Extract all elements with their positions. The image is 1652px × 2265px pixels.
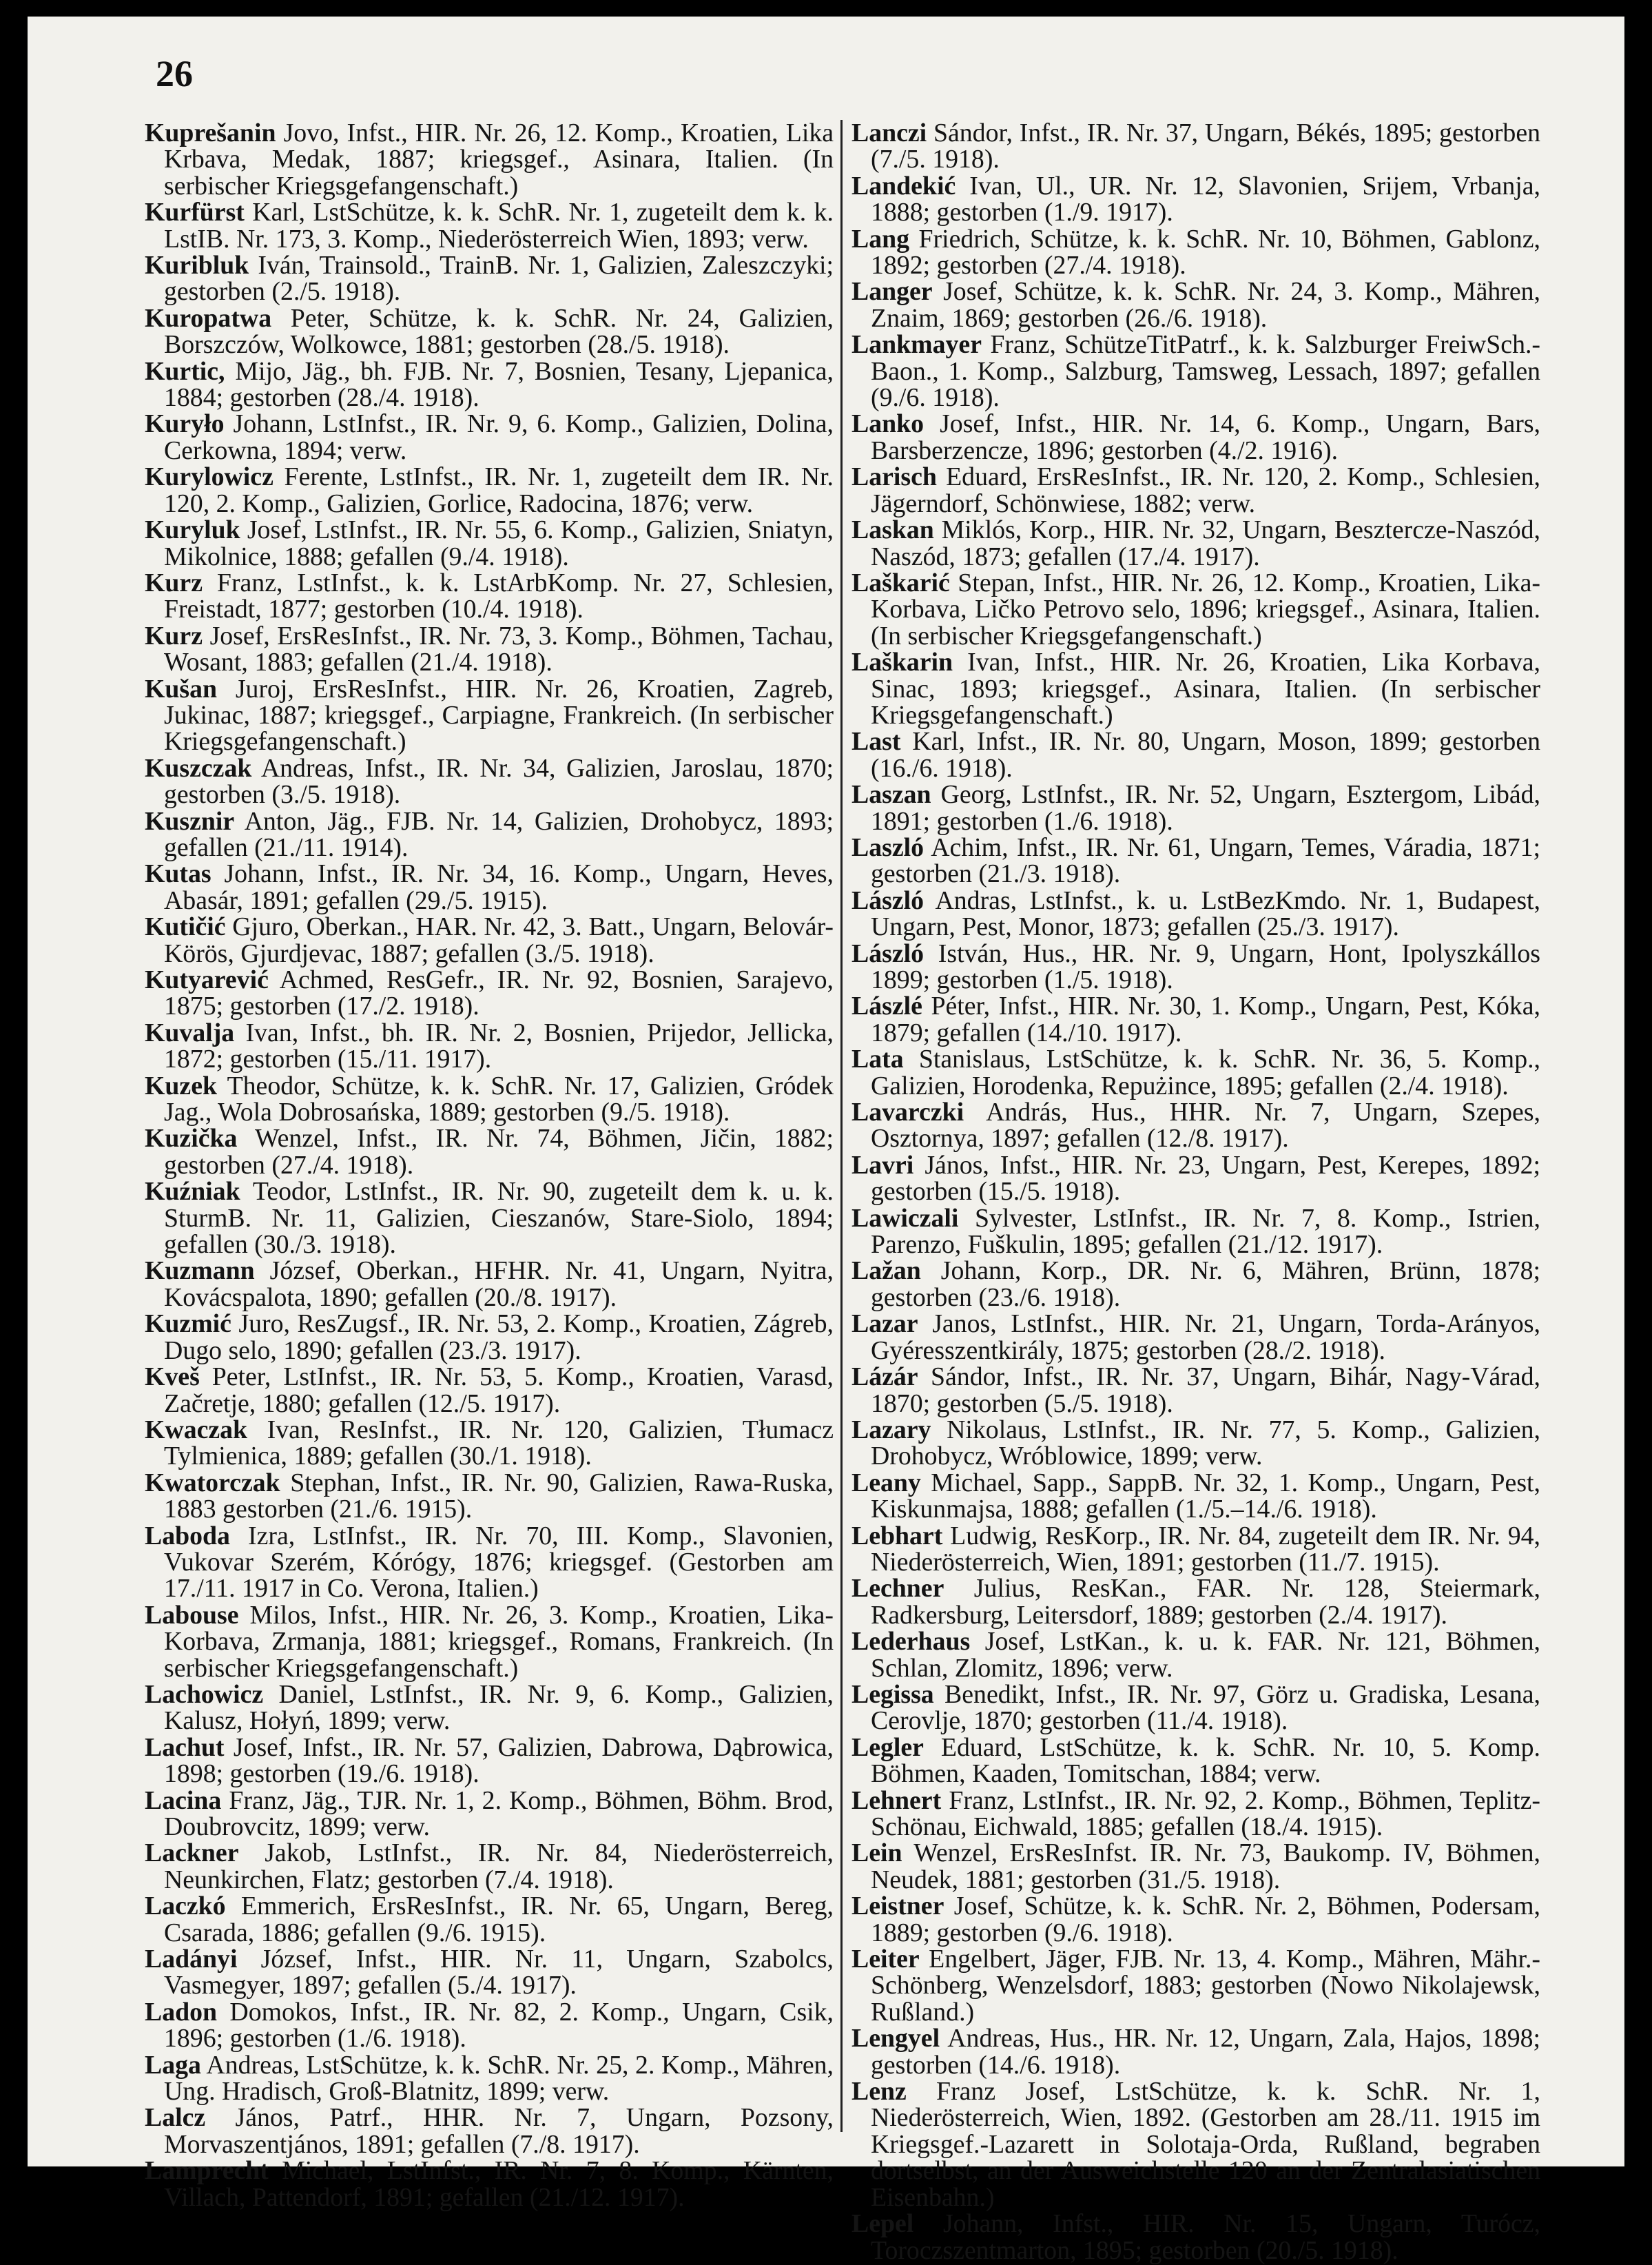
entry-details: Ludwig, ResKorp., IR. Nr. 84, zugeteilt dem IR. Nr. 94, Niederösterreich, Wien, 1891; gestorben (11./7. 1915). [871, 1521, 1540, 1577]
register-entry [851, 464, 1540, 517]
entry-surname: Lengyel [851, 2024, 940, 2053]
entry-details: Daniel, LstInfst., IR. Nr. 9, 6. Komp., Galizien, Kalusz, Hołyń, 1899; verw. [164, 1679, 834, 1736]
register-entry [851, 1734, 1540, 1787]
register-entry [145, 623, 834, 676]
entry-surname: Larisch [851, 462, 937, 492]
entry-surname: Landekić [851, 171, 956, 201]
entry-details: Jakob, LstInfst., IR. Nr. 84, Niederösterreich, Neunkirchen, Flatz; gestorben (7./4. 1918). [164, 1838, 834, 1894]
register-entry [145, 2104, 834, 2158]
entry-details: Gjuro, Oberkan., HAR. Nr. 42, 3. Batt., Ungarn, Belovár-Körös, Gjurdjevac, 1887; gefallen (3./5. 1918). [164, 912, 834, 968]
register-entry [145, 2052, 834, 2105]
entry-details: Stepan, Infst., HIR. Nr. 26, 12. Komp., Kroatien, Lika-Korbava, Ličko Petrovo selo, 1896; kriegsgef., Asinara, Italien. (In serbischer Kriegsgefangenschaft.) [871, 568, 1540, 650]
register-entry [145, 1470, 834, 1523]
register-entry [145, 1681, 834, 1734]
entry-details: Achmed, ResGefr., IR. Nr. 92, Bosnien, Sarajevo, 1875; gestorben (17./2. 1918). [164, 965, 834, 1021]
entry-details: Ivan, Infst., bh. IR. Nr. 2, Bosnien, Prijedor, Jellicka, 1872; gestorben (15./11. 1917). [164, 1018, 834, 1074]
entry-surname: Legissa [851, 1679, 934, 1709]
register-entry [851, 411, 1540, 464]
entry-surname: Lamprecht [145, 2156, 269, 2186]
entry-surname: László [851, 885, 924, 915]
entry-surname: László [851, 939, 924, 968]
register-entry [851, 1946, 1540, 2025]
entry-details: Sándor, Infst., IR. Nr. 37, Ungarn, Békés, 1895; gestorben (7./5. 1918). [871, 119, 1540, 174]
entry-details: Juro, ResZugsf., IR. Nr. 53, 2. Komp., Kroatien, Zágreb, Dugo selo, 1890; gefallen (23./3. 1917). [164, 1309, 834, 1365]
register-entry [145, 1125, 834, 1178]
entry-details: Janos, LstInfst., HIR. Nr. 21, Ungarn, Torda-Arányos, Gyéresszentkirály, 1875; gestorben (28./2. 1918). [871, 1309, 1540, 1365]
entry-details: Peter, LstInfst., IR. Nr. 53, 5. Komp., Kroatien, Varasd, Začretje, 1880; gefallen (12./5. 1917). [164, 1362, 834, 1418]
entry-details: Georg, LstInfst., IR. Nr. 52, Ungarn, Esztergom, Libád, 1891; gestorben (1./6. 1918). [871, 780, 1540, 836]
register-entry [145, 1602, 834, 1681]
register-entry [145, 1523, 834, 1602]
entry-surname: Labouse [145, 1600, 239, 1630]
entry-surname: Laškarin [851, 648, 953, 677]
entry-details: András, Hus., HHR. Nr. 7, Ungarn, Szepes, Osztornya, 1897; gefallen (12./8. 1917). [871, 1098, 1540, 1154]
entry-surname: Lavri [851, 1150, 914, 1180]
register-entry [851, 1523, 1540, 1576]
entry-surname: Laszló [851, 832, 924, 862]
register-entry [145, 570, 834, 623]
entry-details: Karl, LstSchütze, k. k. SchR. Nr. 1, zugeteilt dem k. k. LstIB. Nr. 173, 3. Komp., Niederösterreich Wien, 1893; verw. [164, 198, 834, 254]
entry-surname: Lanczi [851, 119, 927, 147]
entry-surname: Lavarczki [851, 1098, 964, 1127]
entry-details: Franz Josef, LstSchütze, k. k. SchR. Nr. 1, Niederösterreich, Wien, 1892. (Gestorben am 28./11. 1915 im Kriegsgef.-Lazarett in Solotaja-Orda, Rußland, begraben dortselbst, an der Ausweichstelle 120 an der Zentralasiatischen Eisenbahn.) [871, 2077, 1540, 2212]
entry-surname: Lackner [145, 1838, 239, 1868]
entry-surname: Langer [851, 277, 933, 307]
entry-details: Josef, Schütze, k. k. SchR. Nr. 2, Böhmen, Podersam, 1889; gestorben (9./6. 1918). [871, 1892, 1540, 1947]
entry-details: József, Oberkan., HFHR. Nr. 41, Ungarn, Nyitra, Kovácspalota, 1890; gefallen (20./8. 1917). [164, 1256, 834, 1312]
register-entry [851, 1152, 1540, 1205]
register-entry [851, 226, 1540, 279]
entry-surname: Kwatorczak [145, 1468, 280, 1497]
register-entry [851, 1575, 1540, 1628]
register-entry [851, 331, 1540, 411]
entry-details: Johann, Infst., IR. Nr. 34, 16. Komp., Ungarn, Heves, Abasár, 1891; gefallen (29./5. 1915). [164, 859, 834, 915]
entry-details: Michael, LstInfst., IR. Nr. 7, 8. Komp., Kärnten, Villach, Pattendorf, 1891; gefallen (21./12. 1917). [164, 2156, 834, 2212]
page-number: 26 [156, 53, 193, 94]
register-entry [851, 728, 1540, 781]
entry-details: Ivan, ResInfst., IR. Nr. 120, Galizien, Tłumacz Tylmienica, 1889; gefallen (30./1. 1918). [164, 1415, 834, 1471]
entry-details: Franz, SchützeTitPatrf., k. k. Salzburger FreiwSch.-Baon., 1. Komp., Salzburg, Tamsweg, Lessach, 1897; gefallen (9./6. 1918). [871, 330, 1540, 413]
entry-surname: Laskan [851, 515, 934, 545]
register-entry [851, 278, 1540, 331]
entry-details: Jovo, Infst., HIR. Nr. 26, 12. Komp., Kroatien, Lika Krbava, Medak, 1887; kriegsgef., Asinara, Italien. (In serbischer Kriegsgefangenschaft.) [164, 119, 834, 201]
entry-surname: Leistner [851, 1892, 944, 1921]
entry-details: Johann, LstInfst., IR. Nr. 9, 6. Komp., Galizien, Dolina, Cerkowna, 1894; verw. [164, 409, 834, 465]
register-entry [145, 358, 834, 411]
entry-details: Milos, Infst., HIR. Nr. 26, 3. Komp., Kroatien, Lika-Korbava, Zrmanja, 1881; kriegsgef., Romans, Frankreich. (In serbischer Kriegsgefangenschaft.) [164, 1600, 834, 1683]
entry-details: Theodor, Schütze, k. k. SchR. Nr. 17, Galizien, Gródek Jag., Wola Dobrosańska, 1889; gestorben (9./5. 1918). [164, 1071, 834, 1127]
register-entry [851, 993, 1540, 1046]
register-entry [851, 1787, 1540, 1841]
entry-details: Izra, LstInfst., IR. Nr. 70, III. Komp., Slavonien, Vukovar Szerém, Kórógy, 1876; kriegsgef. (Gestorben am 17./11. 1917 in Co. Verona, Italien.) [164, 1521, 834, 1603]
entry-details: Wenzel, Infst., IR. Nr. 74, Böhmen, Jičin, 1882; gestorben (27./4. 1918). [164, 1124, 834, 1180]
entry-details: Eduard, ErsResInfst., IR. Nr. 120, 2. Komp., Schlesien, Jägerndorf, Schönwiese, 1882; verw. [871, 462, 1540, 518]
entry-surname: Last [851, 727, 901, 757]
entry-details: Friedrich, Schütze, k. k. SchR. Nr. 10, Böhmen, Gablonz, 1892; gestorben (27./4. 1918). [871, 224, 1540, 280]
register-entry [145, 1364, 834, 1417]
entry-details: Sándor, Infst., IR. Nr. 37, Ungarn, Bihár, Nagy-Várad, 1870; gestorben (5./5. 1918). [871, 1362, 1540, 1418]
register-entry [145, 252, 834, 305]
entry-details: Josef, Infst., IR. Nr. 57, Galizien, Dabrowa, Dąbrowica, 1898; gestorben (19./6. 1918). [164, 1732, 834, 1789]
entry-surname: Kurz [145, 568, 203, 597]
entry-surname: Laczkó [145, 1892, 226, 1921]
register-entry [145, 808, 834, 861]
entry-details: Engelbert, Jäger, FJB. Nr. 13, 4. Komp., Mähren, Mähr.-Schönberg, Wenzelsdorf, 1883; gestorben (Nowo Nikolajewsk, Rußland.) [871, 1945, 1540, 2027]
entry-details: Ivan, Ul., UR. Nr. 12, Slavonien, Srijem, Vrbanja, 1888; gestorben (1./9. 1917). [871, 171, 1540, 227]
entry-details: Miklós, Korp., HIR. Nr. 32, Ungarn, Beszterczе-Naszód, Naszód, 1873; gefallen (17./4. 1917). [871, 515, 1540, 571]
entry-surname: Lebhart [851, 1521, 943, 1550]
entry-details: Nikolaus, LstInfst., IR. Nr. 77, 5. Komp., Galizien, Drohobycz, Wróblowice, 1899; verw. [871, 1415, 1540, 1471]
entry-details: Achim, Infst., IR. Nr. 61, Ungarn, Temes, Váradia, 1871; gestorben (21./3. 1918). [871, 832, 1540, 889]
register-entry [145, 1020, 834, 1073]
register-entry [851, 1840, 1540, 1893]
register-entry [851, 120, 1540, 173]
entry-details: Domokos, Infst., IR. Nr. 82, 2. Komp., Ungarn, Csik, 1896; gestorben (1./6. 1918). [164, 1997, 834, 2053]
register-entry [851, 1893, 1540, 1946]
register-entry [145, 1178, 834, 1258]
entry-details: Iván, Trainsold., TrainB. Nr. 1, Galizien, Zaleszczyki; gestorben (2./5. 1918). [164, 251, 834, 307]
entry-details: Sylvester, LstInfst., IR. Nr. 7, 8. Komp., Istrien, Parenzo, Fuškulin, 1895; gefallen (21./12. 1917). [871, 1203, 1540, 1260]
entry-surname: Lanko [851, 409, 925, 439]
entry-surname: Lazar [851, 1309, 918, 1339]
entry-surname: Lenz [851, 2077, 907, 2107]
entry-details: Andreas, Infst., IR. Nr. 34, Galizien, Jaroslau, 1870; gestorben (3./5. 1918). [164, 753, 834, 810]
entry-details: János, Infst., HIR. Nr. 23, Ungarn, Pest, Kerepes, 1892; gestorben (15./5. 1918). [871, 1150, 1540, 1207]
entry-surname: Lažan [851, 1256, 921, 1286]
entry-surname: Kuzmić [145, 1309, 231, 1339]
entry-surname: Leiter [851, 1945, 920, 1974]
entry-surname: Lachowicz [145, 1679, 264, 1709]
register-entry [145, 411, 834, 464]
entry-surname: Kurfürst [145, 198, 245, 227]
entry-details: Eduard, LstSchütze, k. k. SchR. Nr. 10, 5. Komp. Böhmen, Kaaden, Tomitschan, 1884; verw. [871, 1732, 1540, 1789]
entry-surname: Kwaczak [145, 1415, 248, 1444]
entry-surname: Kuryło [145, 409, 225, 439]
register-entry [145, 464, 834, 517]
register-entry [851, 1099, 1540, 1152]
register-entry [851, 1470, 1540, 1523]
entry-surname: Kušan [145, 674, 218, 704]
register-entry [851, 517, 1540, 570]
register-entry [851, 834, 1540, 888]
register-entry [145, 120, 834, 199]
entry-surname: Kuzmann [145, 1256, 255, 1286]
register-entry [145, 305, 834, 358]
register-entry [145, 861, 834, 914]
entry-surname: Lang [851, 224, 910, 254]
register-entry [145, 1258, 834, 1311]
entry-details: Josef, ErsResInfst., IR. Nr. 73, 3. Komp., Böhmen, Tachau, Wosant, 1883; gefallen (21./4. 1918). [164, 621, 834, 677]
column-divider [840, 120, 843, 2132]
entry-details: Benedikt, Infst., IR. Nr. 97, Görz u. Gradiska, Lesana, Cerovlje, 1870; gestorben (11./4. 1918). [871, 1679, 1540, 1736]
register-entry [145, 1999, 834, 2052]
entry-details: János, Patrf., HHR. Nr. 7, Ungarn, Pozsony, Morvaszentjános, 1891; gefallen (7./8. 1917). [164, 2103, 834, 2159]
entry-details: Julius, ResKan., FAR. Nr. 128, Steiermark, Radkersburg, Leitersdorf, 1889; gestorben (2./4. 1917). [871, 1574, 1540, 1630]
register-entry [145, 1787, 834, 1841]
entry-surname: Kuryluk [145, 515, 240, 545]
entry-surname: Laga [145, 2050, 201, 2080]
register-entry [145, 1417, 834, 1470]
entry-surname: Kuzička [145, 1124, 238, 1154]
entry-surname: Lawiczali [851, 1203, 959, 1233]
entry-details: István, Hus., HR. Nr. 9, Ungarn, Hont, Ipolyszkállos 1899; gestorben (1./5. 1918). [871, 939, 1540, 994]
entry-surname: Kuropatwa [145, 303, 272, 333]
entry-surname: Lázár [851, 1362, 918, 1392]
entry-details: Karl, Infst., IR. Nr. 80, Ungarn, Moson, 1899; gestorben (16./6. 1918). [871, 727, 1540, 783]
entry-details: Johann, Infst., HIR. Nr. 15, Ungarn, Turócz, Toroczszentmarton, 1895; gestorben (20./5. 1918). [871, 2209, 1540, 2265]
entry-surname: Laszan [851, 780, 931, 810]
entry-surname: Kuźniak [145, 1177, 240, 1207]
entry-details: Emmerich, ErsResInfst., IR. Nr. 65, Ungarn, Bereg, Csarada, 1886; gefallen (9./6. 1915). [164, 1892, 834, 1947]
document-page [28, 17, 1624, 2265]
entry-surname: Lazary [851, 1415, 931, 1444]
entry-surname: Kuszczak [145, 753, 252, 783]
entry-details: Andreas, LstSchütze, k. k. SchR. Nr. 25, 2. Komp., Mähren, Ung. Hradisch, Groß-Blatnitz, 1899; verw. [164, 2050, 834, 2107]
entry-details: Josef, LstInfst., IR. Nr. 55, 6. Komp., Galizien, Sniatyn, Mikolnice, 1888; gefallen (9./4. 1918). [164, 515, 834, 571]
entry-details: Josef, Infst., HIR. Nr. 14, 6. Komp., Ungarn, Bars, Barsberzencze, 1896; gestorben (4./2. 1916). [871, 409, 1540, 465]
entry-details: Peter, Schütze, k. k. SchR. Nr. 24, Galizien, Borszczów, Wolkowce, 1881; gestorben (28./5. 1918). [164, 303, 834, 360]
entry-details: Josef, Schütze, k. k. SchR. Nr. 24, 3. Komp., Mähren, Znaim, 1869; gestorben (26./6. 1918). [871, 277, 1540, 333]
register-entry [145, 1073, 834, 1126]
entry-surname: Kutičić [145, 912, 226, 942]
register-entry [851, 1311, 1540, 1364]
register-entry [851, 781, 1540, 834]
register-entry [851, 2078, 1540, 2211]
entry-details: Andreas, Hus., HR. Nr. 12, Ungarn, Zala, Hajos, 1898; gestorben (14./6. 1918). [871, 2024, 1540, 2080]
register-entry [851, 1258, 1540, 1311]
register-entry [145, 1893, 834, 1946]
register-entry [145, 1734, 834, 1787]
entry-surname: Kuprešanin [145, 119, 276, 147]
entry-surname: Lankmayer [851, 330, 982, 360]
entry-surname: Laškarić [851, 568, 950, 597]
register-entry [851, 1628, 1540, 1681]
register-entry [145, 1840, 834, 1893]
register-entry [145, 1311, 834, 1364]
register-entry [851, 1046, 1540, 1099]
entry-surname: Ladon [145, 1997, 218, 2027]
register-entry [851, 173, 1540, 226]
entry-details: Ferente, LstInfst., IR. Nr. 1, zugeteilt dem IR. Nr. 120, 2. Komp., Galizien, Gorlice, Radocina, 1876; verw. [164, 462, 834, 518]
entry-surname: Lacina [145, 1785, 222, 1815]
entry-surname: Kurz [145, 621, 203, 650]
register-entry [145, 199, 834, 252]
entry-surname: Lederhaus [851, 1627, 971, 1657]
entry-surname: Lachut [145, 1732, 225, 1762]
entry-surname: Lászlé [851, 992, 922, 1021]
register-entry [851, 2025, 1540, 2078]
register-entry [851, 2211, 1540, 2264]
entry-details: Teodor, LstInfst., IR. Nr. 90, zugeteilt dem k. u. k. SturmB. Nr. 11, Galizien, Cieszanów, Stare-Siolo, 1894; gefallen (30./3. 1918). [164, 1177, 834, 1260]
register-entry [851, 885, 1540, 942]
entry-surname: Kuzek [145, 1071, 217, 1100]
entry-surname: Kveš [145, 1362, 200, 1392]
entry-details: Franz, LstInfst., IR. Nr. 92, 2. Komp., Böhmen, Teplitz-Schönau, Eichwald, 1885; gefallen (18./4. 1915). [871, 1785, 1540, 1841]
entry-surname: Lein [851, 1838, 902, 1868]
register-entry [851, 649, 1540, 728]
entry-surname: Lechner [851, 1574, 944, 1603]
register-entry [145, 967, 834, 1020]
entry-surname: Kurtic, [145, 356, 225, 386]
entry-details: Johann, Korp., DR. Nr. 6, Mähren, Brünn, 1878; gestorben (23./6. 1918). [871, 1256, 1540, 1312]
entry-surname: Leany [851, 1468, 921, 1497]
entry-details: Josef, LstKan., k. u. k. FAR. Nr. 121, Böhmen, Schlan, Zlomitz, 1896; verw. [871, 1627, 1540, 1683]
register-entry [145, 755, 834, 808]
register-entry [851, 1205, 1540, 1258]
entry-details: Andras, LstInfst., k. u. LstBezKmdo. Nr. 1, Budapest, Ungarn, Pest, Monor, 1873; gefallen (25./3. 1917). [871, 885, 1540, 942]
entry-surname: Ladányi [145, 1945, 238, 1974]
entry-surname: Laboda [145, 1521, 230, 1550]
entry-details: Wenzel, ErsResInfst. IR. Nr. 73, Baukomp. IV, Böhmen, Neudek, 1881; gestorben (31./5. 1918). [871, 1838, 1540, 1894]
entry-surname: Kutyarević [145, 965, 269, 994]
entry-details: Franz, Jäg., TJR. Nr. 1, 2. Komp., Böhmen, Böhm. Brod, Doubrovcitz, 1899; verw. [164, 1785, 834, 1841]
right-column [851, 120, 1540, 2264]
register-entry [145, 2158, 834, 2211]
entry-details: Anton, Jäg., FJB. Nr. 14, Galizien, Drohobycz, 1893; gefallen (21./11. 1914). [164, 806, 834, 862]
entry-surname: Kurylowicz [145, 462, 273, 492]
register-entry [851, 1417, 1540, 1470]
entry-surname: Lalcz [145, 2103, 206, 2133]
entry-surname: Kuribluk [145, 251, 249, 280]
register-entry [145, 914, 834, 967]
entry-details: Stanislaus, LstSchütze, k. k. SchR. Nr. 36, 5. Komp., Galizien, Horodenka, Repużince, 1895; gefallen (2./4. 1918). [871, 1045, 1540, 1100]
register-entry [851, 941, 1540, 994]
entry-surname: Kuvalja [145, 1018, 235, 1047]
register-entry [145, 676, 834, 755]
register-entry [145, 517, 834, 570]
entry-details: Péter, Infst., HIR. Nr. 30, 1. Komp., Ungarn, Pest, Kóka, 1879; gefallen (14./10. 1917). [871, 992, 1540, 1047]
register-entry [145, 1946, 834, 1999]
entry-details: Mijo, Jäg., bh. FJB. Nr. 7, Bosnien, Tesany, Ljepanica, 1884; gestorben (28./4. 1918). [164, 356, 834, 413]
entry-surname: Lata [851, 1045, 904, 1074]
register-entry [851, 570, 1540, 649]
entry-surname: Kutas [145, 859, 211, 889]
entry-surname: Legler [851, 1732, 924, 1762]
entry-details: Stephan, Infst., IR. Nr. 90, Galizien, Rawa-Ruska, 1883 gestorben (21./6. 1915). [164, 1468, 834, 1524]
left-column [145, 120, 834, 2211]
register-entry [851, 1364, 1540, 1417]
register-entry [851, 1681, 1540, 1734]
entry-details: Juroj, ErsResInfst., HIR. Nr. 26, Kroatien, Zagreb, Jukinac, 1887; kriegsgef., Carpiagne, Frankreich. (In serbischer Kriegsgefangenschaft.) [164, 674, 834, 757]
entry-details: József, Infst., HIR. Nr. 11, Ungarn, Szabolcs, Vasmegyer, 1897; gefallen (5./4. 1917). [164, 1945, 834, 2000]
entry-surname: Lehnert [851, 1785, 942, 1815]
entry-surname: Lepel [851, 2209, 914, 2239]
entry-details: Michael, Sapp., SappB. Nr. 32, 1. Komp., Ungarn, Pest, Kiskunmajsa, 1888; gefallen (1./5.–14./6. 1918). [871, 1468, 1540, 1524]
entry-details: Ivan, Infst., HIR. Nr. 26, Kroatien, Lika Korbava, Sinac, 1893; kriegsgef., Asinara, Italien. (In serbischer Kriegsgefangenschaft.) [871, 648, 1540, 730]
entry-details: Franz, LstInfst., k. k. LstArbKomp. Nr. 27, Schlesien, Freistadt, 1877; gestorben (10./4. 1918). [164, 568, 834, 624]
entry-surname: Kusznir [145, 806, 235, 836]
